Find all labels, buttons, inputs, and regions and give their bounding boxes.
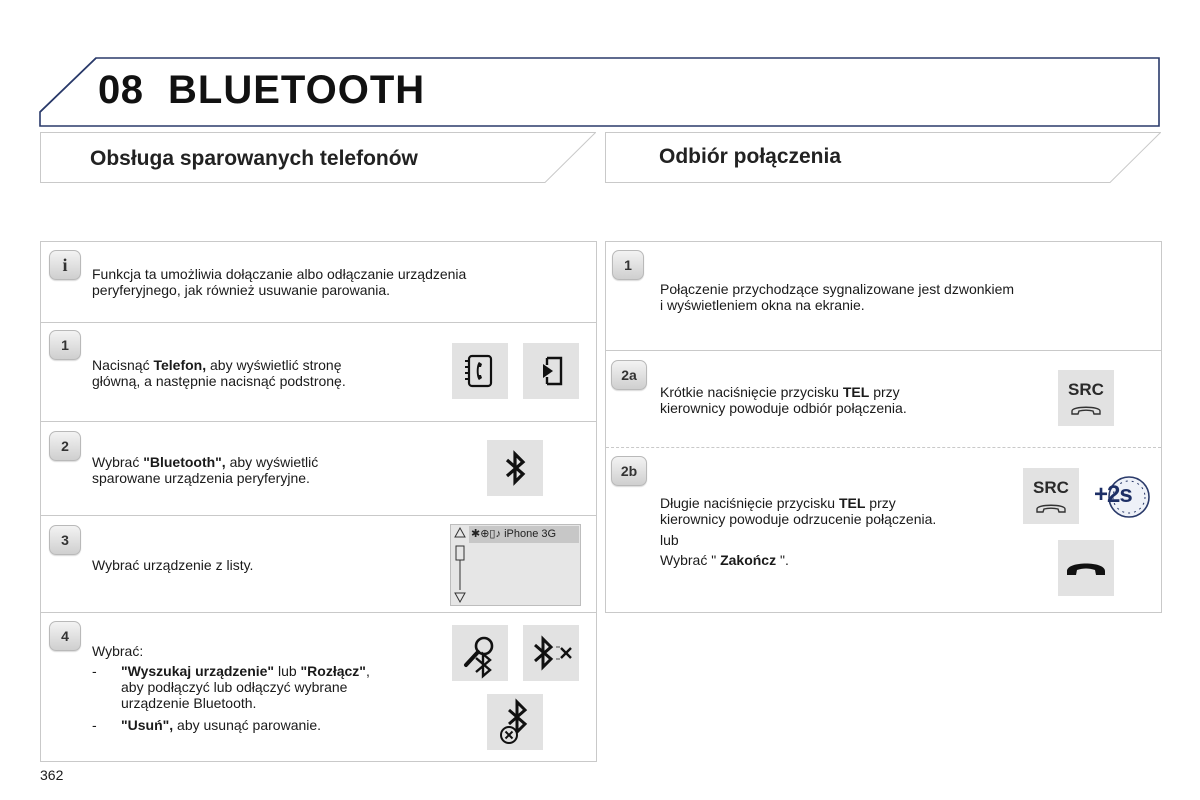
right-step-1-text: Połączenie przychodzące sygnalizowane jest dzwonkiem i wyświetleniem okna na ekranie. (660, 281, 1015, 313)
left-steps-panel (40, 241, 597, 762)
step-2-badge: 2 (49, 431, 81, 461)
enter-subpage-icon[interactable] (523, 343, 579, 399)
device-list-screen (450, 524, 581, 606)
info-badge: i (49, 250, 81, 280)
right-section-title: Odbiór połączenia (659, 145, 842, 168)
step-4-badge: 4 (49, 621, 81, 651)
chapter-number: 08 (98, 68, 144, 112)
step-1-badge: 1 (49, 330, 81, 360)
step-2b-text: Długie naciśnięcie przycisku TEL przy kierownicy powoduje odrzucenie połączenia. (660, 495, 937, 527)
left-section-title: Obsługa sparowanych telefonów (90, 147, 418, 170)
step-4-item-delete-text: "Usuń", aby usunąć parowanie. (121, 717, 322, 733)
right-section-header (605, 132, 1161, 184)
src-tel-button-long[interactable] (1023, 468, 1079, 524)
src-button-label: SRC (1068, 380, 1104, 399)
step-2b-select-end: Wybrać " Zakończ ". (660, 552, 789, 568)
step-2b-or: lub (660, 532, 679, 548)
end-call-button[interactable] (1058, 540, 1114, 596)
info-text: Funkcja ta umożliwia dołączanie albo odłączanie urządzenia peryferyjnego, jak również usuwanie parowania. (92, 266, 467, 298)
bluetooth-disconnect-icon[interactable] (523, 625, 579, 681)
end-call-icon (1058, 540, 1114, 596)
step-4-item-search: - (92, 663, 97, 679)
step-3-badge: 3 (49, 525, 81, 555)
device-list-item-label: ✱⊕▯♪ iPhone 3G (471, 528, 557, 540)
right-steps-panel (605, 241, 1162, 613)
step-4-intro: Wybrać: (92, 643, 144, 659)
hold-2s-indicator (1090, 473, 1152, 521)
device-status-icons: ✱⊕▯♪ (471, 528, 501, 540)
screen-scrollbar[interactable] (453, 525, 467, 605)
step-2-text: Wybrać "Bluetooth", aby wyświetlić sparowane urządzenia peryferyjne. (92, 454, 319, 486)
src-button-label: SRC (1033, 478, 1069, 497)
src-tel-button-short[interactable] (1058, 370, 1114, 426)
handset-icon (1058, 370, 1114, 426)
bluetooth-delete-icon[interactable] (487, 694, 543, 750)
step-2a-text: Krótkie naciśnięcie przycisku TEL przy kierownicy powoduje odbiór połączenia. (660, 384, 907, 416)
step-1-text: Nacisnąć Telefon, aby wyświetlić stronę główną, a następnie nacisnąć podstronę. (92, 357, 346, 389)
chapter-header (0, 0, 1200, 135)
bluetooth-icon[interactable] (487, 440, 543, 496)
left-section-header (40, 132, 596, 184)
phone-book-icon[interactable] (452, 343, 508, 399)
step-2b-badge: 2b (611, 456, 647, 486)
hold-2s-label: +2s (1094, 481, 1132, 508)
search-connect-icon[interactable] (452, 625, 508, 681)
chapter-title: BLUETOOTH (168, 68, 426, 112)
step-4-item-delete: - (92, 717, 97, 733)
right-step-1-badge: 1 (612, 250, 644, 280)
step-4-item-search-text: "Wyszukaj urządzenie" lub "Rozłącz", aby podłączyć lub odłączyć wybrane urządzenie Bluetooth. (121, 663, 370, 711)
step-2a-badge: 2a (611, 360, 647, 390)
handset-icon (1023, 468, 1079, 524)
step-3-text: Wybrać urządzenie z listy. (92, 557, 254, 573)
page-number: 362 (40, 767, 64, 783)
